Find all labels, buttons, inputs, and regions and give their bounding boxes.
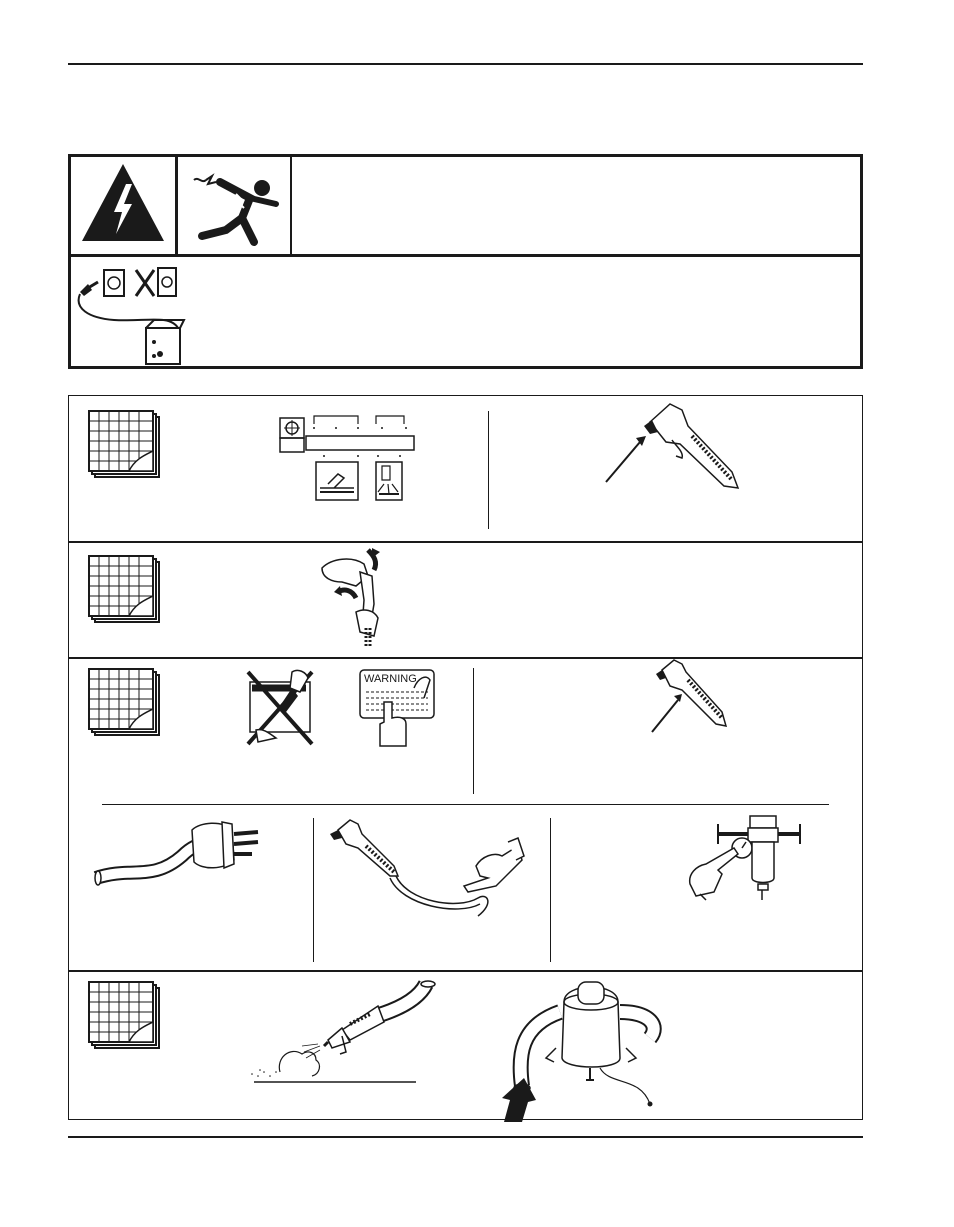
vacuum-cleaner-icon	[500, 976, 670, 1126]
torch-arrow-icon	[644, 656, 734, 736]
maintenance-row-divider-3	[68, 970, 863, 972]
warning-panel	[68, 154, 863, 369]
label-warning-text: WARNING	[364, 673, 417, 685]
top-rule	[68, 63, 863, 65]
air-filter-regulator-icon	[686, 814, 806, 906]
torch-hose-glove-icon	[318, 816, 528, 926]
calendar-icon	[89, 982, 161, 1050]
operating-panel-icon	[278, 412, 418, 502]
maintenance-subrule	[102, 804, 829, 805]
torch-cleaning-icon	[312, 548, 396, 652]
disconnect-plug-icon	[74, 262, 184, 366]
calendar-icon	[89, 411, 161, 479]
electric-shock-person-icon	[190, 166, 282, 248]
replace-label-icon	[246, 668, 446, 750]
maintenance-row-divider-1	[68, 541, 863, 543]
row3-col-divider	[473, 668, 474, 794]
torch-arrow-icon	[600, 400, 744, 494]
bottom-rule	[68, 1136, 863, 1138]
cord-plug-icon	[92, 816, 262, 896]
blow-out-torch-icon	[246, 980, 442, 1086]
warning-icon-divider-2	[290, 154, 292, 256]
maintenance-panel	[68, 395, 863, 1120]
warning-icon-divider-1	[175, 154, 178, 256]
maintenance-row-divider-2	[68, 657, 863, 659]
row1-col-divider	[488, 411, 489, 529]
triangle-lightning-icon	[80, 162, 166, 244]
row3b-col-divider-2	[550, 818, 551, 962]
calendar-icon	[89, 556, 161, 624]
row3b-col-divider-1	[313, 818, 314, 962]
calendar-icon	[89, 669, 161, 737]
warning-panel-divider	[68, 254, 863, 257]
